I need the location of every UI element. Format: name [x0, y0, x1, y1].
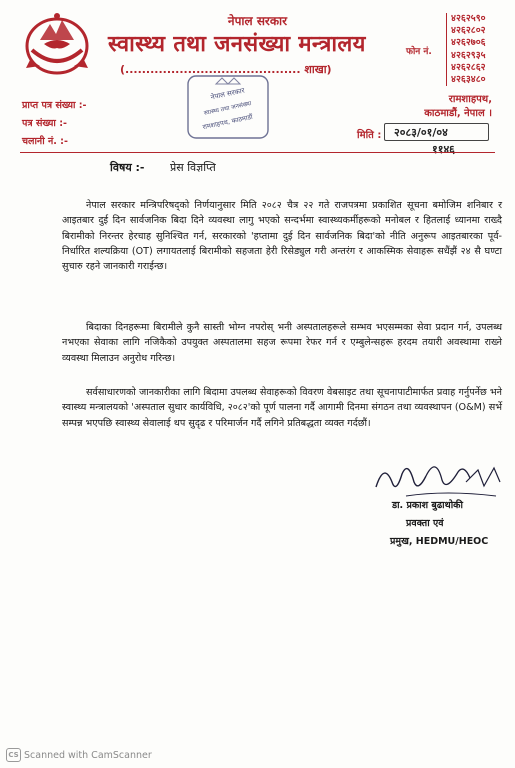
svg-text:नेपाल सरकार: नेपाल सरकार [209, 86, 246, 102]
address-line: रामशाहपथ, [448, 94, 492, 105]
office-address [392, 93, 492, 121]
dispatch-number-label: चलानी नं. :- [22, 136, 68, 147]
dispatch-number: ११४६ [432, 143, 455, 156]
phone-number: ४२६३४८० [451, 74, 486, 86]
body-paragraph: सर्वसाधारणको जानकारीका लागि बिदामा उपलब्ध सेवाहरूको विवरण वेबसाइट तथा सूचनापाटीमार्फत प्रवाह गर्नुपर्नेछ भने स्वास्थ्य मन्त्रालयको 'अस्पताल सुधार कार्यविधि, २०८२'को पूर्ण पालना गर्दै आगामी दिनमा संगठन तथा व्यवस्थापन (O&M) सर्भे सम्पन्न भएपछि स्वास्थ्य सेवालाई थप सुदृढ र परिमार्जन गर्दै लगिने प्रतिबद्धता व्यक्त गर्दछौं। [62, 387, 502, 429]
date-value: २०८३/०१/०४ [394, 126, 448, 139]
phone-list [446, 13, 486, 86]
branch-line: (.......................................... शाखा) [120, 63, 332, 76]
date-label: मिति : [357, 130, 382, 141]
signatory-role: प्रवक्ता एवं [406, 518, 444, 529]
subject-value: प्रेस विज्ञप्ति [170, 161, 216, 174]
signatory-name: डा. प्रकाश बुढाथोकी [392, 500, 463, 511]
received-letter-label: प्राप्त पत्र संख्या :- [22, 100, 87, 111]
letter-number-label: पत्र संख्या :- [22, 118, 67, 129]
phone-number: ४२६२८६२ [451, 61, 486, 73]
camscanner-icon: CS [6, 748, 21, 762]
office-stamp-icon [186, 74, 270, 140]
body-paragraph: बिदाका दिनहरूमा बिरामीले कुनै सास्ती भोग्न नपरोस् भनी अस्पतालहरूले सम्भव भएसम्मका सेवा प्रदान गर्न, उपलब्ध नभएका सेवाका लागि नजिकैको उपयुक्त अस्पतालमा सहज रूपमा रेफर गर्न र एम्बुलेन्सहरू हरदम तयारी अवस्थामा राख्ने व्यवस्था मिलाउन अनुरोध गरिन्छ। [62, 322, 502, 364]
ministry-title: स्वास्थ्य तथा जनसंख्या मन्त्रालय [108, 32, 366, 57]
svg-text:रामशाहपथ, काठमाडौं: रामशाहपथ, काठमाडौं [201, 112, 254, 132]
subject-label: विषय :- [110, 161, 145, 174]
svg-text:स्वास्थ्य तथा जनसंख्या: स्वास्थ्य तथा जनसंख्या [203, 100, 253, 117]
government-title: नेपाल सरकार [227, 14, 288, 28]
phone-number: ४२६२७०६ [451, 37, 486, 49]
body-paragraph: नेपाल सरकार मन्त्रिपरिषद्को निर्णयानुसार मिति २०८२ चैत्र २२ गते राजपत्रमा प्रकाशित सूचना बमोजिम शनिबार र आइतबार दुई दिन सार्वजनिक बिदा दिने व्यवस्था लागु भएको सन्दर्भमा स्वास्थ्यकर्मीहरूको मनोबल र हितलाई ध्यानमा राख्दै बिरामीको निरन्तर हेरचाह सुनिश्चित गर्न, सरकारको 'हप्तामा दुई दिन सार्वजनिक बिदा'को नीति अनुरूप आइतबारका पूर्व-निर्धारित शल्यक्रिया (OT) लगायतलाई बिरामीको सहजता हेरी रिसेड्युल गरी अन्तरंग र आकस्मिक सेवाहरू सधैंझैं २४ सै घण्टा सुचारु रहने जानकारी गराईन्छ। [62, 200, 502, 273]
phone-number: ४२६२८०२ [451, 25, 486, 37]
phone-number: ४२६२९३५ [451, 49, 486, 61]
watermark-text: Scanned with CamScanner [24, 749, 152, 761]
signatory-title: प्रमुख, HEDMU/HEOC [390, 536, 489, 547]
signatory-block [392, 497, 488, 551]
phone-number: ४२६२५९० [451, 13, 486, 24]
header-divider [20, 152, 495, 153]
phone-label: फोन नं. [406, 47, 432, 57]
scanner-watermark [6, 748, 152, 762]
address-line: काठमाडौं, नेपाल । [424, 108, 492, 119]
